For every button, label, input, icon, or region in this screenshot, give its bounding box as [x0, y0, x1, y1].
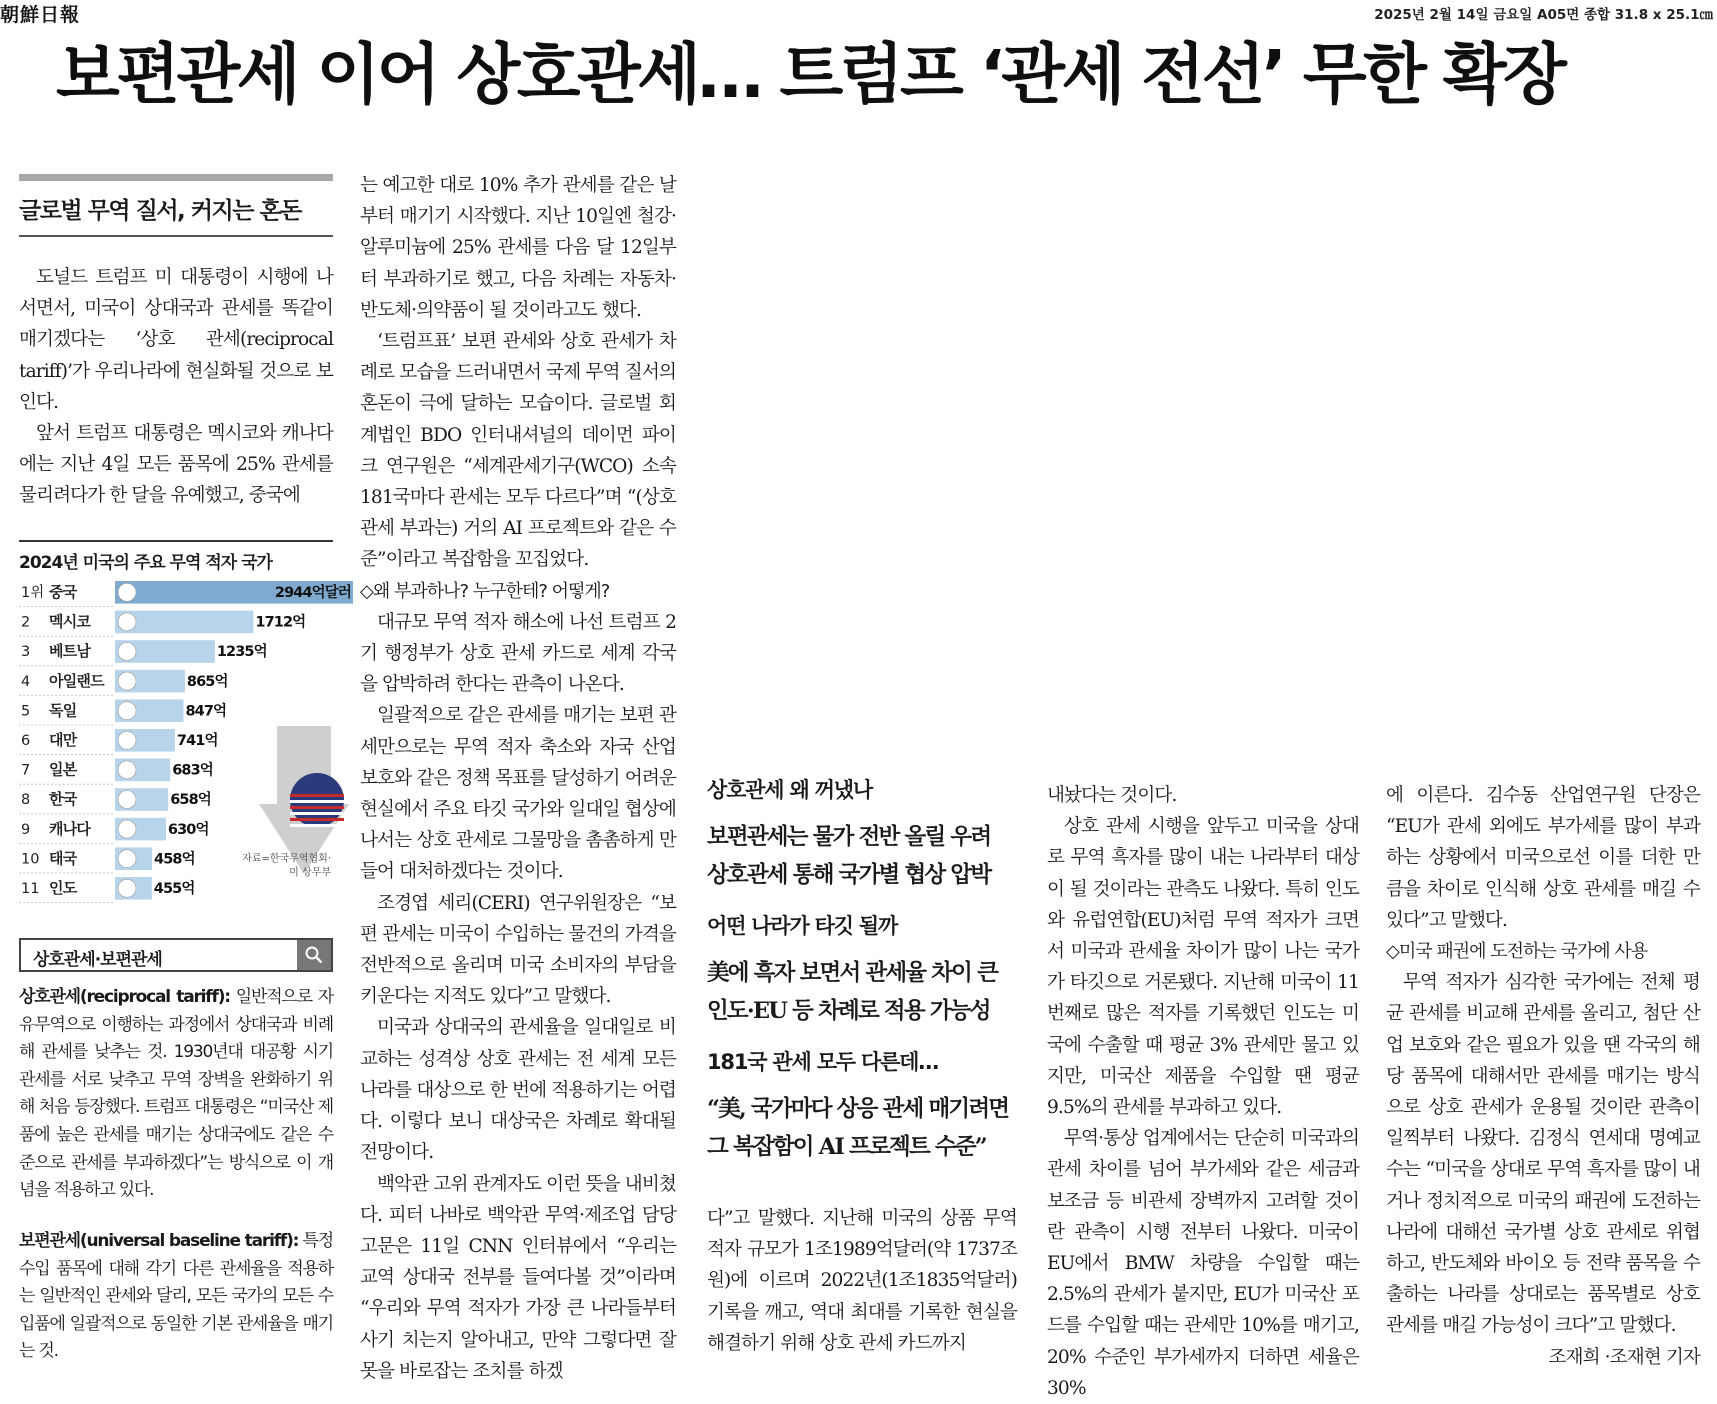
country-label: 인도: [49, 879, 77, 897]
search-icon: [297, 940, 331, 970]
country-label: 일본: [49, 760, 77, 779]
value-label: 1712억: [255, 614, 306, 631]
article-column-4: [1047, 780, 1359, 1404]
flag-icon: [118, 702, 136, 720]
value-label: 741억: [176, 733, 218, 749]
country-label: 대만: [49, 731, 77, 749]
rank-label: 11: [21, 881, 40, 897]
glossary-term: 보편관세(universal baseline tariff):: [19, 1231, 299, 1251]
globe-stripe: [290, 794, 344, 797]
glossary-term: 상호관세(reciprocal tariff):: [19, 987, 230, 1007]
subheading: ◇미국 패권에 도전하는 국가에 사용: [1386, 941, 1648, 963]
summary-deck: [707, 776, 1017, 1184]
paragraph: 미국과 상대국의 관세율을 일대일로 비교하는 성격상 상호 관세는 전 세계 모든 나라를 대상으로 한 번에 적용하기는 어렵다. 이렇다 보니 대상국은 차례로 확대될 전망이다.: [360, 1017, 676, 1164]
country-label: 태국: [49, 849, 77, 868]
kicker: 글로벌 무역 질서, 커지는 혼돈: [19, 186, 333, 237]
article-column-3: [707, 1203, 1017, 1359]
rank-label: 5: [21, 703, 31, 720]
paragraph: 상호 관세 시행을 앞두고 미국을 상대로 무역 흑자를 많이 내는 나라부터 대상이 될 것이라는 관측도 나왔다. 특히 인도와 유럽연합(EU)처럼 무역 적자가 크면서 미국과 관세율 차이가 많이 나는 국가가 타깃으로 거론됐다. 지난해 미국이 11번째로 많은 적자를 기록했던 인도는 미국에 수출할 때 평균 3% 관세만 물고 있지만, 미국산 제품을 수입할 땐 평균 9.5%의 관세를 부과하고 있다.: [1047, 816, 1359, 1119]
country-label: 독일: [49, 701, 77, 720]
glossary-definition: 일반적으로 자유무역으로 이행하는 과정에서 상대국과 비례해 관세를 낮추는 것. 1930년대 대공황 시기 관세를 서로 낮추고 무역 장벽을 완화하기 위해 처음 등장했다. 트럼프 대통령은 “미국산 제품에 높은 관세를 매기는 상대국에도 같은 수준으로 관세를 부과하겠다”는 방식으로 이 개념을 적용하고 있다.: [19, 987, 333, 1201]
deck-kicker: 181국 관세 모두 다른데…: [707, 1050, 939, 1074]
kicker-bar: [19, 174, 333, 181]
deck-line: 인도·EU 등 차례로 적용 가능성: [707, 998, 990, 1024]
glossary-definition: 특정 수입 품목에 대해 각기 다른 관세율을 적용하는 일반적인 관세와 달리, 모든 국가의 모든 수입품에 일괄적으로 동일한 기본 관세율을 매기는 것.: [19, 1231, 333, 1362]
flag-icon: [118, 820, 136, 838]
paragraph: 앞서 트럼프 대통령은 멕시코와 캐나다에는 지난 4일 모든 품목에 25% 관세를 물리려다가 한 달을 유예했고, 중국에: [19, 423, 333, 507]
rank-label: 6: [21, 733, 31, 749]
headline: 보편관세 이어 상호관세… 트럼프 ‘관세 전선’ 무한 확장: [56, 36, 1564, 113]
value-label: 630억: [167, 821, 209, 838]
paragraph: 에 이른다. 김수동 산업연구원 단장은 “EU가 관세 외에도 부가세를 많이 부과하는 상황에서 미국으로선 이를 더한 만큼을 차이로 인식해 상호 관세를 매길 수 있다”고 말했다.: [1386, 785, 1700, 931]
glossary-entry-reciprocal: [19, 984, 333, 1205]
rank-label: 7: [21, 762, 31, 779]
globe-stripe: [290, 806, 344, 809]
flag-icon: [118, 879, 136, 897]
deck-line: 그 복잡함이 AI 프로젝트 수준”: [707, 1134, 986, 1160]
chart-svg: [19, 578, 351, 908]
article-column-1: [19, 262, 333, 512]
flag-icon: [118, 613, 136, 631]
flag-icon: [118, 731, 136, 749]
paragraph: 무역·통상 업계에서는 단순히 미국과의 관세 차이를 넘어 부가세와 같은 세금과 보조금 등 비관세 장벽까지 고려할 것이란 관측이 시행 전부터 나왔다. 미국이 EU에서 BMW 차량을 수입할 때는 2.5%의 관세가 붙지만, EU가 미국산 포드를 수입할 때는 관세만 10%를 매기고, 20% 수준인 부가세까지 더하면 세율은 30%: [1047, 1128, 1359, 1399]
globe-stripe: [290, 812, 344, 815]
globe-stripe: [290, 824, 344, 827]
trade-deficit-chart: [19, 540, 351, 910]
source-note: 미 상무부: [289, 867, 331, 879]
chart-title: 2024년 미국의 주요 무역 적자 국가: [19, 540, 333, 573]
article-column-5: [1386, 780, 1700, 1373]
country-label: 중국: [49, 583, 77, 601]
value-label: 847억: [185, 703, 227, 720]
paragraph: 대규모 무역 적자 해소에 나선 트럼프 2기 행정부가 상호 관세 카드로 세계 각국을 압박하려 한다는 관측이 나온다.: [360, 611, 676, 696]
paragraph: 는 예고한 대로 10% 추가 관세를 같은 날부터 매기기 시작했다. 지난 10일엔 철강·알루미늄에 25% 관세를 다음 달 12일부터 부과하기로 했고, 다음 차례는 자동차·반도체·의약품이 될 것이라고도 했다.: [360, 175, 676, 321]
value-label: 458억: [154, 851, 195, 868]
paragraph: ‘트럼프표’ 보편 관세와 상호 관세가 차례로 모습을 드러내면서 국제 무역 질서의 혼돈이 극에 달하는 모습이다. 글로벌 회계법인 BDO 인터내셔널의 데이먼 파이크 연구원은 “세계관세기구(WCO) 소속 181국마다 관세는 모두 다르다”며 “(상호 관세 부과는) 거의 AI 프로젝트와 같은 수준”이라고 복잡함을 꼬집었다.: [360, 331, 676, 571]
glossary-title: 상호관세·보편관세: [33, 950, 162, 970]
flag-icon: [118, 672, 136, 690]
country-label: 베트남: [49, 642, 91, 661]
glossary-header: [19, 938, 333, 972]
masthead-logo: 朝鮮日報: [0, 4, 81, 26]
paragraph: 일괄적으로 같은 관세를 매기는 보편 관세만으로는 무역 적자 축소와 자국 산업 보호와 같은 정책 목표를 달성하기 어려운 현실에서 주요 타깃 국가와 일대일 협상에 나서는 상호 관세로 그물망을 촘촘하게 만들어 대처하겠다는 것이다.: [360, 705, 676, 883]
rank-label: 8: [21, 792, 31, 809]
deck-line: 美에 흑자 보면서 관세율 차이 큰: [707, 960, 998, 986]
rank-label: 2: [21, 614, 31, 631]
paragraph: 백악관 고위 관계자도 이런 뜻을 내비쳤다. 피터 나바로 백악관 무역·제조업 담당 고문은 11일 CNN 인터뷰에서 “우리는 교역 상대국 전부를 들여다볼 것”이라며 “우리와 무역 적자가 가장 큰 나라들부터 사기 치는지 알아내고, 만약 그렇다면 잘못을 바로잡는 조치를 하겠: [360, 1173, 676, 1382]
subheading: ◇왜 부과하나? 누구한테? 어떻게?: [360, 580, 610, 602]
country-label: 한국: [49, 790, 77, 809]
byline: 조재희 ·조재현 기자: [1548, 1346, 1700, 1368]
rank-label: 4: [21, 673, 31, 690]
deck-kicker: 상호관세 왜 꺼냈나: [707, 778, 872, 802]
globe-stripe: [290, 818, 344, 821]
source-note: 자료=한국무역협회·: [242, 853, 331, 865]
rank-label: 10: [21, 851, 40, 868]
deck-line: 상호관세 통해 국가별 협상 압박: [707, 862, 991, 888]
paragraph: 내놨다는 것이다.: [1047, 785, 1177, 806]
rank-label: 9: [21, 821, 31, 838]
flag-icon: [118, 761, 136, 779]
article-column-2: [360, 170, 676, 1387]
paragraph: 조경엽 세리(CERI) 연구위원장은 “보편 관세는 미국이 수입하는 물건의 가격을 전반적으로 올리며 미국 소비자의 부담을 키운다는 지적도 있다”고 말했다.: [360, 892, 676, 1008]
rank-label: 1위: [21, 585, 45, 601]
value-label: 865억: [186, 673, 228, 690]
country-label: 캐나다: [49, 819, 91, 838]
flag-icon: [118, 643, 136, 661]
paragraph: 다”고 말했다. 지난해 미국의 상품 무역 적자 규모가 1조1989억달러(약 1737조원)에 이르며 2022년(1조1835억달러) 기록을 깨고, 역대 최대를 기록한 현실을 해결하기 위해 상호 관세 카드까지: [707, 1208, 1017, 1354]
glossary-entry-universal: [19, 1228, 333, 1366]
flag-icon: [118, 791, 136, 809]
value-label: 683억: [172, 762, 213, 779]
rank-label: 3: [21, 644, 31, 661]
country-label: 아일랜드: [49, 671, 104, 690]
flag-icon: [118, 583, 136, 601]
flag-icon: [118, 850, 136, 868]
deck-line: “美, 국가마다 상응 관세 매기려면: [707, 1096, 1009, 1122]
deck-kicker: 어떤 나라가 타깃 될까: [707, 914, 898, 938]
value-label: 455억: [153, 881, 195, 897]
deck-line: 보편관세는 물가 전반 올릴 우려: [707, 824, 991, 850]
globe-stripe: [290, 800, 344, 803]
page-info: 2025년 2월 14일 금요일 A05면 종합 31.8 x 25.1㎝: [1374, 7, 1713, 23]
paragraph: 무역 적자가 심각한 국가에는 전체 평균 관세를 비교해 관세를 올리고, 첨단 산업 보호와 같은 필요가 있을 땐 각국의 해당 품목에 대해서만 관세를 매기는 방식으로 상호 관세가 운용될 것이란 관측이 일찍부터 나왔다. 김정식 연세대 명예교수는 “미국을 상대로 무역 흑자를 많이 내거나 정치적으로 미국의 패권에 도전하는 나라에 대해선 국가별 상호 관세로 위협하고, 반도체와 바이오 등 전략 품목을 수출하는 나라를 상대로는 품목별로 상호 관세를 매길 가능성이 크다”고 말했다.: [1386, 972, 1700, 1337]
country-label: 멕시코: [49, 612, 91, 631]
value-label: 1235억: [216, 644, 267, 661]
value-label: 658억: [170, 792, 211, 809]
paragraph: 도널드 트럼프 미 대통령이 시행에 나서면서, 미국이 상대국과 관세를 똑같이 매기겠다는 ‘상호 관세(reciprocal tariff)’가 우리나라에 현실화될 것으로 보인다.: [19, 267, 333, 413]
value-label: 2944억달러: [274, 585, 351, 601]
